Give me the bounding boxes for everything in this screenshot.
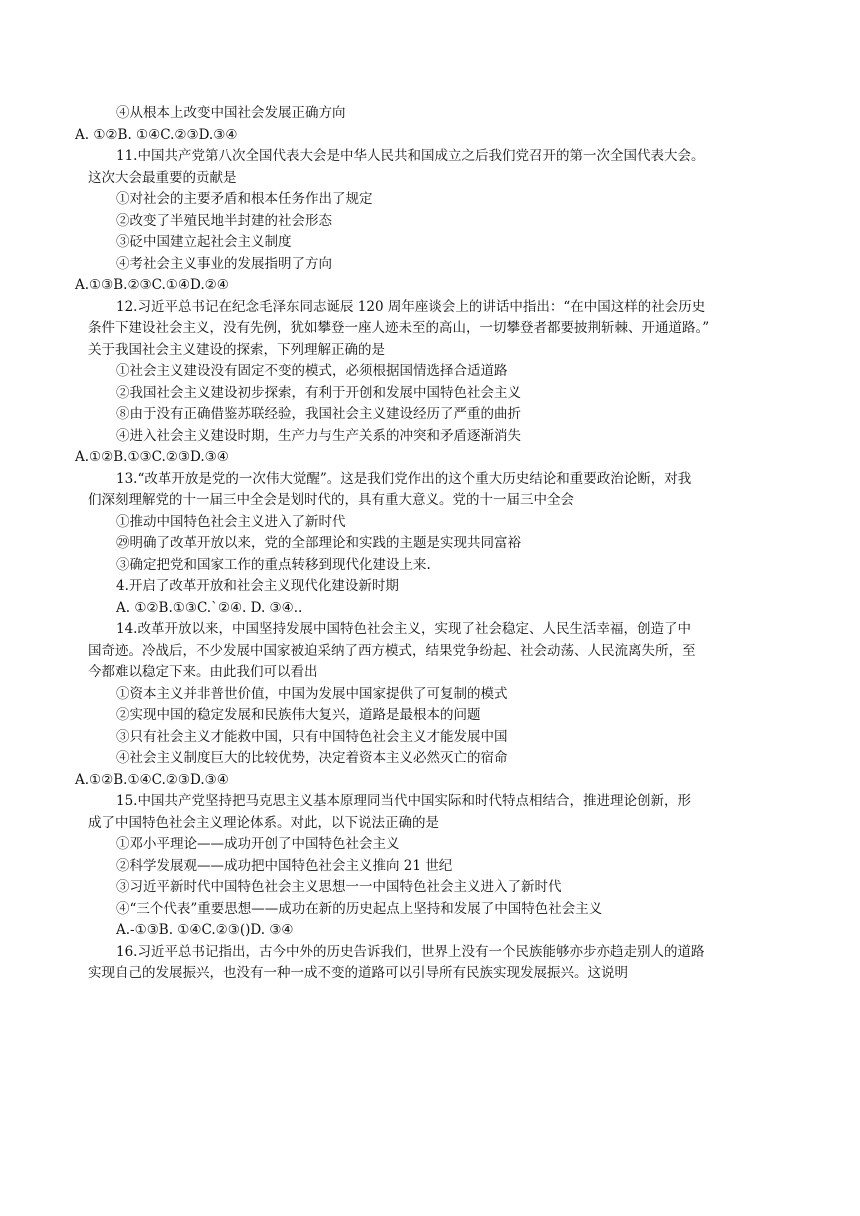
- text-line: ㉙明确了改革开放以来，党的全部理论和实践的主题是实现共同富裕: [116, 535, 521, 551]
- text-line: ②实现中国的稳定发展和民族伟大复兴，道路是最根本的问题: [116, 707, 481, 723]
- text-line: ③只有社会主义才能救中国，只有中国特色社会主义才能发展中国: [116, 728, 508, 745]
- text-line: ③习近平新时代中国特色社会主义思想一一中国特色社会主义进入了新时代: [116, 879, 562, 895]
- text-line: A.①③B.②③C.①④D.②④: [75, 277, 229, 293]
- text-line: 条件下建设社会主义，没有先例，犹如攀登一座人迹未至的高山，一切攀登者都要披荆斩棘、开通道路。”: [88, 320, 710, 336]
- text-line: ①资本主义并非普世价值，中国为发展中国家提供了可复制的模式: [116, 685, 508, 702]
- text-line: 13.“改革开放是党的一次伟大觉醒”。这是我们党作出的这个重大历史结论和重要政治论断，对我: [116, 470, 692, 487]
- document-body: [0, 103, 860, 985]
- text-line: 12.习近平总书记在纪念毛泽东同志诞辰 120 周年座谈会上的讲话中指出：“在中国这样的社会历史: [116, 298, 706, 315]
- text-line: ④“三个代表”重要思想——成功在新的历史起点上坚持和发展了中国特色社会主义: [116, 900, 603, 917]
- text-line: 14.改革开放以来，中国坚持发展中国特色社会主义，实现了社会稳定、人民生活幸福，创造了中: [116, 621, 691, 637]
- text-line: A. ①②B. ①④C.②③D.③④: [75, 126, 238, 143]
- text-line: 16.习近平总书记指出，古今中外的历史告诉我们，世界上没有一个民族能够亦步亦趋走别人的道路: [116, 943, 705, 960]
- text-line: ④从根本上改变中国社会发展正确方向: [116, 105, 346, 121]
- text-line: ②改变了半殖民地半封建的社会形态: [116, 212, 332, 229]
- text-line: ④考社会主义事业的发展指明了方向: [116, 255, 332, 272]
- text-line: ①对社会的主要矛盾和根本任务作出了规定: [116, 191, 373, 207]
- text-line: 关于我国社会主义建设的探索，下列理解正确的是: [88, 341, 385, 358]
- text-line: 们深刻理解党的十一届三中全会是划时代的，具有重大意义。党的十一届三中全会: [88, 492, 574, 508]
- text-line: 11.中国共产党第八次全国代表大会是中华人民共和国成立之后我们党召开的第一次全国代表大会。: [116, 148, 705, 164]
- text-line: 今都难以稳定下来。由此我们可以看出: [88, 664, 318, 680]
- text-line: ③确定把党和国家工作的重点转移到现代化建设上来.: [116, 556, 431, 573]
- text-line: ④社会主义制度巨大的比较优势，决定着资本主义必然灭亡的宿命: [116, 750, 508, 766]
- text-line: 4.开启了改革开放和社会主义现代化建设新时期: [116, 578, 399, 594]
- text-line: 实现自己的发展振兴，也没有一种一成不变的道路可以引导所有民族实现发展振兴。这说明: [88, 965, 628, 981]
- text-line: ②我国社会主义建设初步探索，有利于开创和发展中国特色社会主义: [116, 384, 521, 401]
- text-line: 15.中国共产党坚持把马克思主义基本原理同当代中国实际和时代特点相结合，推进理论创新，形: [116, 793, 691, 809]
- text-line: A. ①②B.①③C.`②④. D. ③④..: [116, 599, 303, 616]
- text-line: ①推动中国特色社会主义进入了新时代: [116, 513, 346, 530]
- text-line: ③砭中国建立起社会主义制度: [116, 234, 292, 250]
- text-line: A.①②B.①③C.②③D.③④: [75, 449, 229, 465]
- text-line: ⑧由于没有正确借鉴苏联经验，我国社会主义建设经历了严重的曲折: [116, 406, 521, 422]
- text-line: ①邓小平理论——成功开创了中国特色社会主义: [116, 836, 400, 852]
- text-line: A.-①③B. ①④C.②③()D. ③④: [116, 922, 294, 938]
- text-line: ①社会主义建设没有固定不变的模式，必须根据国情选择合适道路: [116, 363, 508, 379]
- text-line: A.①②B.①④C.②③D.③④: [75, 771, 229, 788]
- text-line: 这次大会最重要的贡献是: [88, 169, 237, 186]
- text-line: ④进入社会主义建设时期，生产力与生产关系的冲突和矛盾逐渐消失: [116, 427, 521, 444]
- text-line: 国奇迹。冷战后，不少发展中国家被迫采纳了西方模式，结果党争纷起、社会动荡、人民流离失所，至: [88, 642, 696, 659]
- text-line: ②科学发展观——成功把中国特色社会主义推向 21 世纪: [116, 857, 453, 874]
- text-line: 成了中国特色社会主义理论体系。对此，以下说法正确的是: [88, 814, 439, 831]
